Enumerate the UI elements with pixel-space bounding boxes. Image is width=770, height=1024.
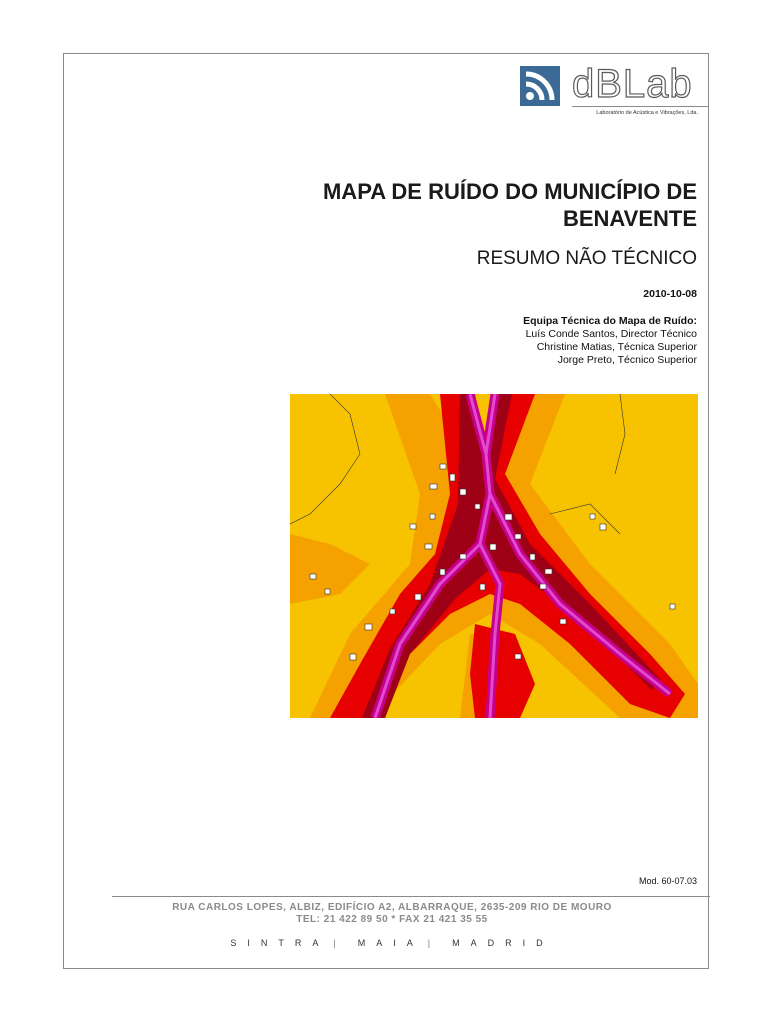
footer-divider (112, 896, 710, 897)
company-logo (520, 62, 710, 126)
document-subtitle: RESUMO NÃO TÉCNICO (476, 248, 697, 269)
document-date: 2010-10-08 (643, 288, 697, 300)
team-member: Jorge Preto, Técnico Superior (557, 354, 697, 366)
logo-divider (572, 106, 708, 107)
city-maia: MAIA (357, 938, 424, 948)
model-code: Mod. 60-07.03 (638, 876, 697, 886)
team-member: Christine Matias, Técnica Superior (536, 341, 697, 353)
logo-tagline: Laboratório de Acústica e Vibrações, Lda. (596, 110, 698, 116)
city-sintra: SINTRA (230, 938, 330, 948)
footer-contact: TEL: 21 422 89 50 * FAX 21 421 35 55 (296, 914, 488, 925)
footer-cities (112, 938, 672, 948)
city-separator: | (333, 938, 336, 948)
city-separator: | (427, 938, 431, 948)
wifi-waves-logo-icon (520, 66, 560, 106)
team-heading: Equipa Técnica do Mapa de Ruído: (523, 315, 697, 327)
team-member: Luís Conde Santos, Director Técnico (525, 328, 697, 340)
logo-wordmark: dBLab (572, 62, 693, 106)
city-madrid: MADRID (452, 938, 554, 948)
noise-map-image (290, 394, 698, 718)
document-title: MAPA DE RUÍDO DO MUNICÍPIO DE BENAVENTE (322, 179, 697, 231)
team-block (523, 315, 697, 367)
footer-address: RUA CARLOS LOPES, ALBIZ, EDIFÍCIO A2, ALBARRAQUE, 2635-209 RIO DE MOURO (172, 902, 612, 913)
